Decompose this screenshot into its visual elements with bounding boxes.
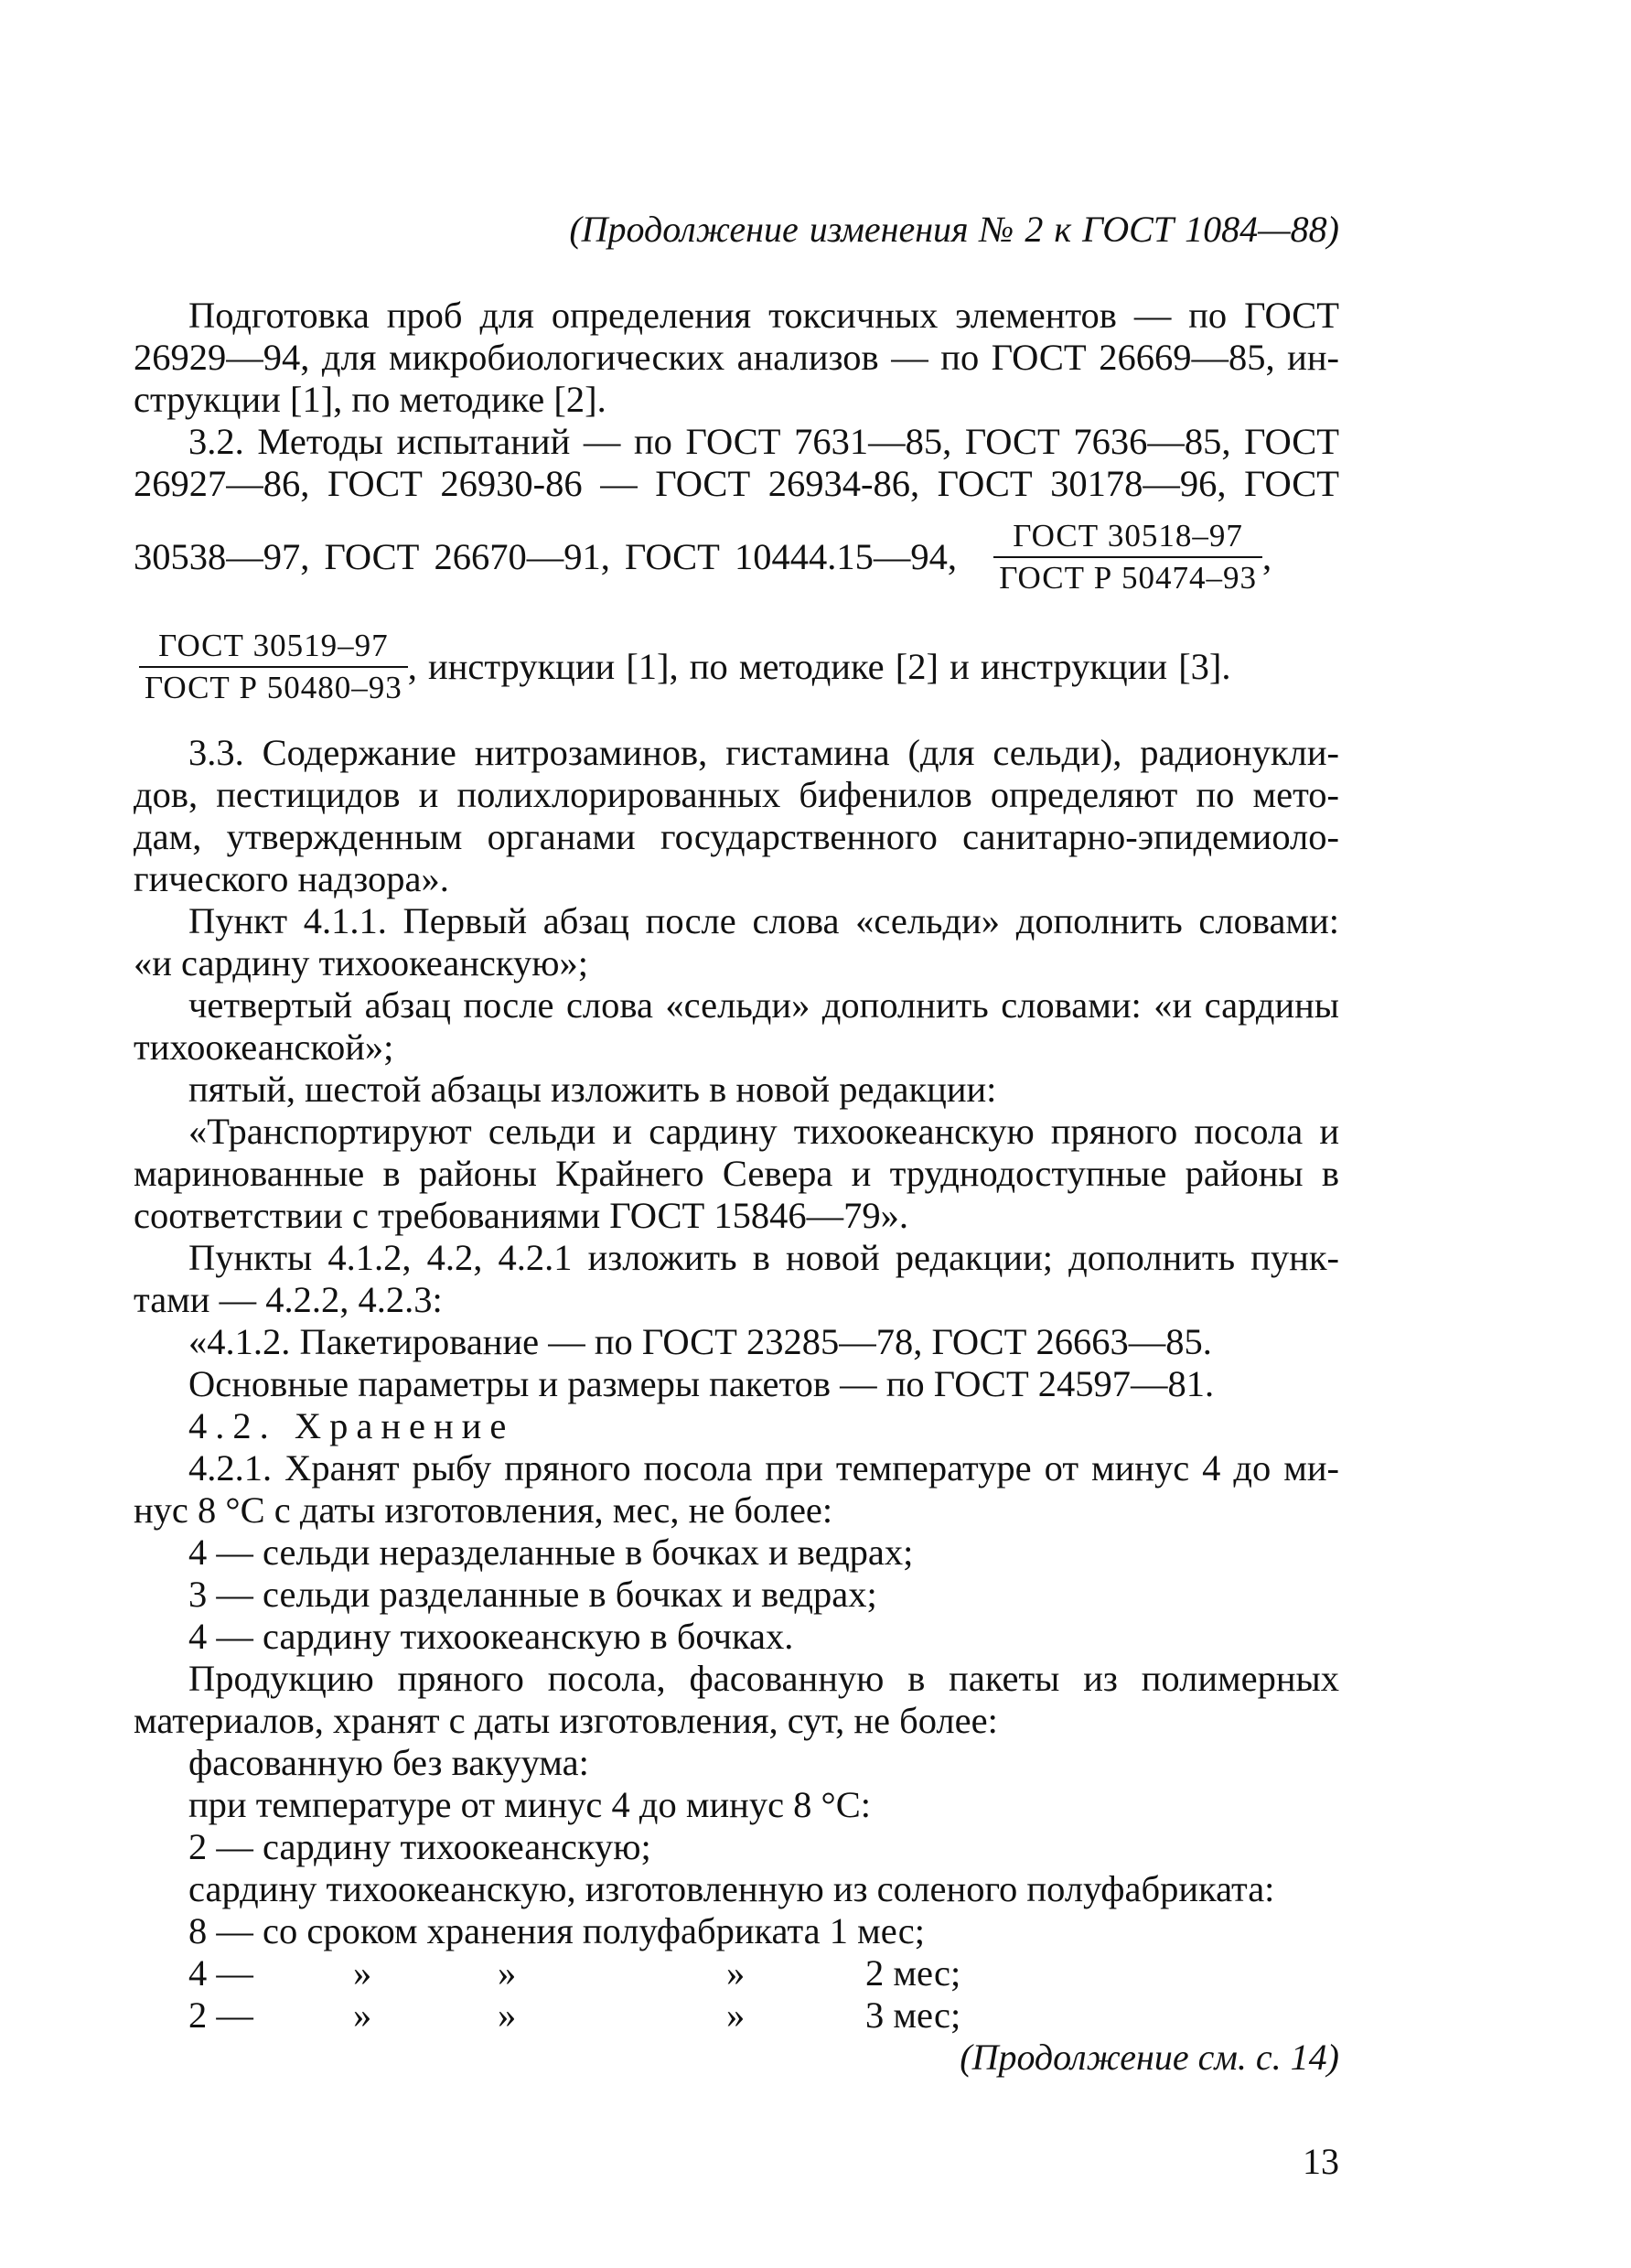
page-number: 13 xyxy=(1303,2141,1339,2182)
text-line: «Транспортируют сельди и сардину тихоокеанскую пряного посола и xyxy=(188,1111,1339,1152)
text-line: пятый, шестой абзацы изложить в новой редакции: xyxy=(188,1069,997,1110)
list-item: 8 — со сроком хранения полуфабриката 1 мес; xyxy=(188,1910,925,1951)
text-line: 4.2.1. Хранят рыбу пряного посола при температуре от минус 4 до ми- xyxy=(188,1447,1339,1489)
ditto-mark: » xyxy=(498,1994,517,2036)
fraction-denominator: ГОСТ Р 50474–93 xyxy=(999,560,1257,596)
text-line: тами — 4.2.2, 4.2.3: xyxy=(134,1279,443,1320)
gost-fraction-line-2 xyxy=(134,628,1231,706)
text-line: Продукцию пряного посола, фасованную в пакеты из полимерных xyxy=(188,1658,1339,1699)
fraction-numerator: ГОСТ 30518–97 xyxy=(993,518,1262,558)
text-segment: 30538—97, ГОСТ 26670—91, ГОСТ 10444.15—94, xyxy=(134,536,958,577)
page-header: (Продолжение изменения № 2 к ГОСТ 1084—88) xyxy=(569,209,1339,250)
ditto-mark: » xyxy=(726,1952,746,1994)
text-line: Подготовка проб для определения токсичных элементов — по ГОСТ xyxy=(188,295,1339,336)
text-line: 26929—94, для микробиологических анализов — по ГОСТ 26669—85, ин- xyxy=(134,337,1339,378)
text-line: соответствии с требованиями ГОСТ 15846—79». xyxy=(134,1195,908,1236)
section-heading: 4.2. Хранение xyxy=(188,1405,515,1446)
text-line: «и сардину тихоокеанскую»; xyxy=(134,942,588,984)
text-line: гического надзора». xyxy=(134,858,449,899)
text-line: дам, утвержденным органами государственного санитарно-эпидемиоло- xyxy=(134,816,1339,857)
text-line: 3.3. Содержание нитрозаминов, гистамина (для сельди), радионукли- xyxy=(188,732,1339,773)
ditto-mark: » xyxy=(353,1994,372,2036)
ditto-mark: » xyxy=(726,1994,746,2036)
text-line: Основные параметры и размеры пакетов — по ГОСТ 24597—81. xyxy=(188,1363,1215,1404)
document-page xyxy=(134,0,1339,2268)
gost-fraction xyxy=(139,628,408,706)
text-line: фасованную без вакуума: xyxy=(188,1742,589,1783)
ditto-number: 2 — xyxy=(188,1994,253,2036)
list-item: 2 — сардину тихоокеанскую; xyxy=(188,1826,651,1867)
text-line: маринованные в районы Крайнего Севера и труднодоступные районы в xyxy=(134,1153,1339,1194)
text-line: «4.1.2. Пакетирование — по ГОСТ 23285—78, ГОСТ 26663—85. xyxy=(188,1321,1212,1362)
text-line: дов, пестицидов и полихлорированных бифенилов определяют по мето- xyxy=(134,774,1339,815)
text-line: 3.2. Методы испытаний — по ГОСТ 7631—85, ГОСТ 7636—85, ГОСТ xyxy=(188,421,1339,462)
text-line: нус 8 °С с даты изготовления, мес, не более: xyxy=(134,1489,833,1531)
text-line: при температуре от минус 4 до минус 8 °С: xyxy=(188,1784,872,1825)
list-item: 3 — сельди разделанные в бочках и ведрах; xyxy=(188,1574,877,1615)
text-line: четвертый абзац после слова «сельди» дополнить словами: «и сардины xyxy=(188,984,1339,1026)
text-line: Пункт 4.1.1. Первый абзац после слова «сельди» дополнить словами: xyxy=(188,900,1339,941)
text-line: материалов, хранят с даты изготовления, сут, не более: xyxy=(134,1700,998,1741)
ditto-mark: » xyxy=(498,1952,517,1994)
text-line: тихоокеанской»; xyxy=(134,1027,394,1068)
ditto-value: 3 мес; xyxy=(865,1994,961,2036)
gost-fraction-line-1 xyxy=(134,518,1339,597)
list-item: 4 — сельди неразделанные в бочках и ведрах; xyxy=(188,1532,914,1573)
gost-fraction xyxy=(993,518,1262,597)
ditto-value: 2 мес; xyxy=(865,1952,961,1994)
fraction-numerator: ГОСТ 30519–97 xyxy=(139,628,408,668)
ditto-mark: » xyxy=(353,1952,372,1994)
continuation-note: (Продолжение см. с. 14) xyxy=(960,2037,1339,2078)
fraction-denominator: ГОСТ Р 50480–93 xyxy=(145,670,402,705)
list-item: 4 — сардину тихоокеанскую в бочках. xyxy=(188,1616,794,1657)
text-line: Пункты 4.1.2, 4.2, 4.2.1 изложить в новой редакции; дополнить пунк- xyxy=(188,1237,1339,1278)
text-line: 26927—86, ГОСТ 26930-86 — ГОСТ 26934-86, ГОСТ 30178—96, ГОСТ xyxy=(134,463,1339,504)
text-segment: , xyxy=(1261,536,1272,577)
text-line: струкции [1], по методике [2]. xyxy=(134,379,606,420)
text-line: сардину тихоокеанскую, изготовленную из соленого полуфабриката: xyxy=(188,1868,1275,1909)
text-segment: , инструкции [1], по методике [2] и инструкции [3]. xyxy=(407,646,1231,687)
ditto-number: 4 — xyxy=(188,1952,253,1994)
